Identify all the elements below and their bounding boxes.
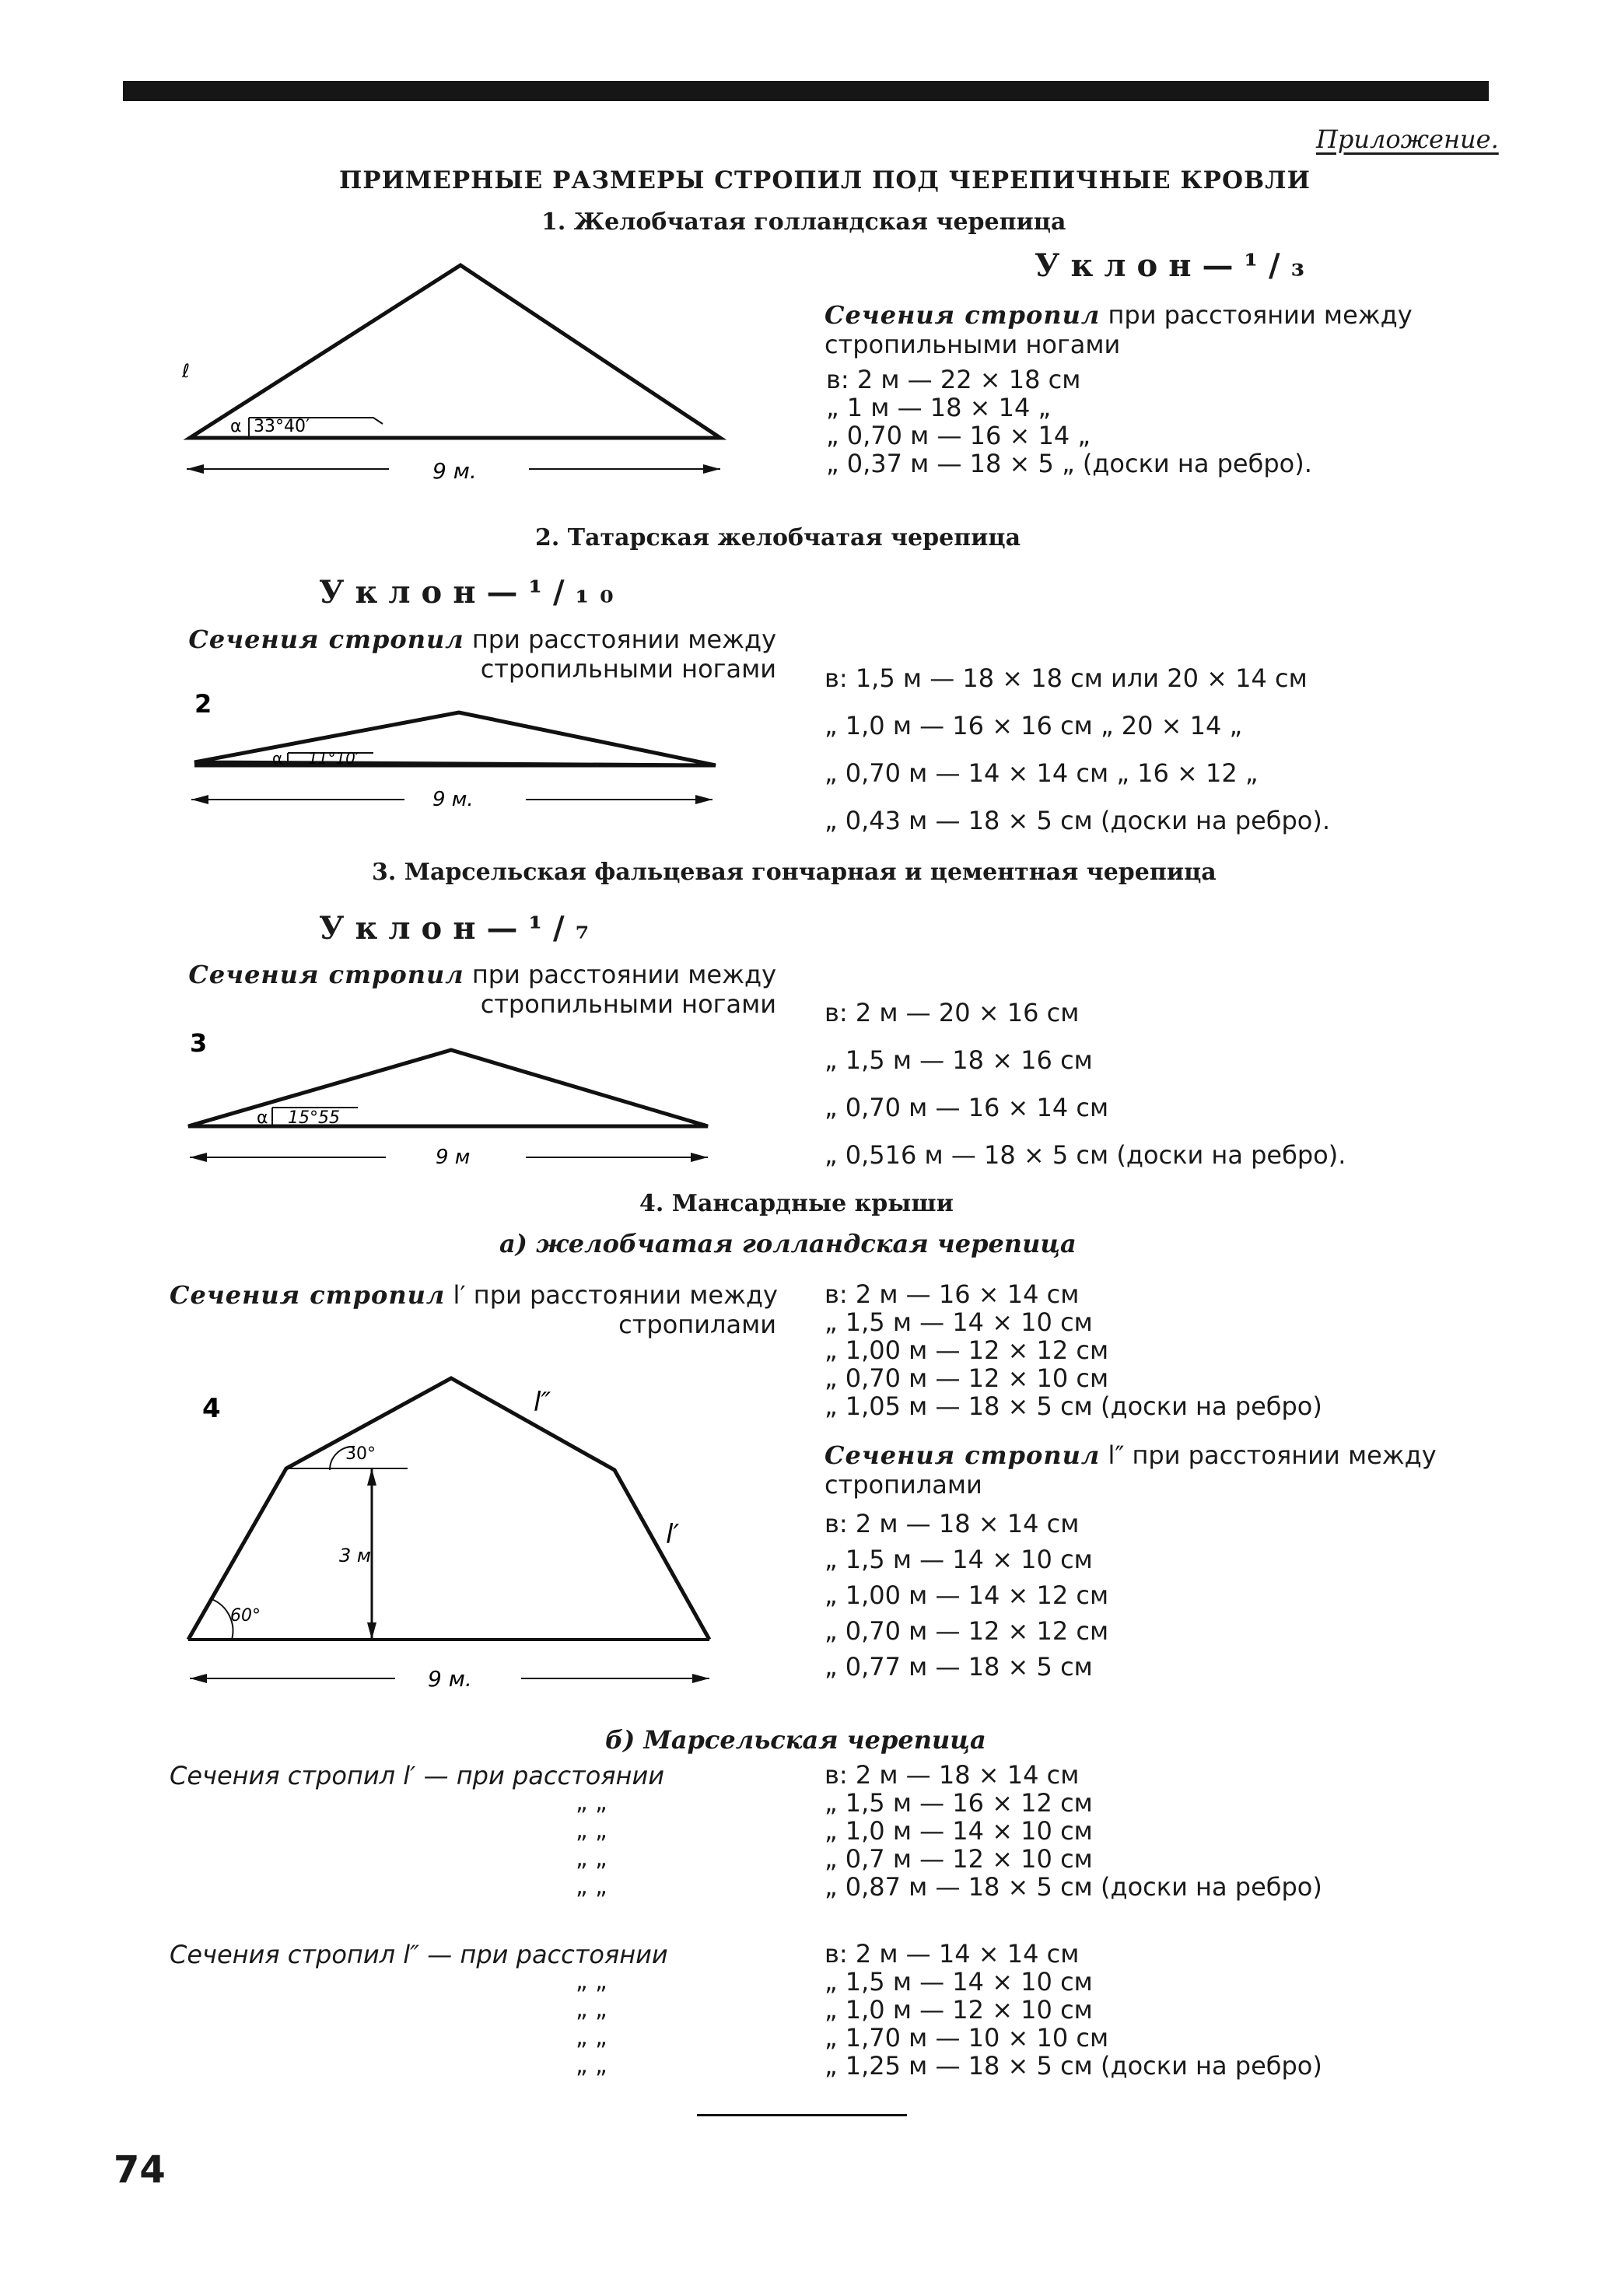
section-3-label-italic: Сечения стропил [188,960,464,989]
table-row: „ 1,25 м — 18 × 5 см (доски на ребро) [825,2051,1322,2081]
arrow-left-icon [187,464,204,474]
section-2-slope: Уклон—¹/₁₀ [319,574,625,611]
table-row: в: 2 м — 20 × 16 см [825,998,1080,1027]
figure-number: 2 [194,689,212,719]
figure-number: 4 [202,1393,221,1424]
span-label: 9 м. [428,1666,472,1692]
height-label: 3 м [339,1545,372,1566]
section-3-label-line2: стропильными ногами [480,989,776,1019]
ditto-row: „ „ [576,1996,607,2023]
roof-triangle [190,265,720,438]
table-row: „ 0,70 м — 16 × 14 „ [826,421,1091,450]
section-4a-label-1-rest: l′ при расстоянии между [445,1280,778,1310]
appendix-label: Приложение. [1316,124,1499,154]
section-4a-label-1-line2: стропилами [618,1310,776,1339]
section-4b-ditto-1 [576,1789,607,1901]
ditto-row: „ „ [576,2052,607,2079]
mark-symbol: ℓ [182,360,190,382]
span-label: 9 м. [432,788,474,811]
table-row: „ 0,516 м — 18 × 5 см (доски на ребро). [825,1140,1346,1170]
table-row: „ 1,5 м — 18 × 16 см [825,1045,1093,1075]
alpha-symbol: α [230,417,242,436]
angle-bottom: 60° [230,1606,261,1626]
section-2-label-italic: Сечения стропил [188,625,464,654]
table-row: в: 2 м — 14 × 14 см [825,1939,1080,1969]
table-row: „ 1 м — 18 × 14 „ [826,393,1052,422]
table-row: „ 0,70 м — 12 × 10 см [825,1363,1109,1393]
ditto-row: „ „ [576,1845,607,1872]
section-1-label [825,300,1413,359]
roof-angle: 33°40′ [254,417,310,436]
section-4a-rows-1 [825,1280,1322,1420]
table-row: „ 1,5 м — 14 × 10 см [825,1307,1093,1337]
arrow-right-icon [703,464,720,474]
top-rule [123,81,1489,101]
section-4a-heading: а) желобчатая голландская черепица [499,1229,1077,1258]
table-row: „ 1,05 м — 18 × 5 см (доски на ребро) [825,1391,1322,1421]
table-row: „ 1,0 м — 16 × 16 см „ 20 × 14 „ [825,711,1243,740]
section-4a-label-2 [825,1440,1437,1500]
section-3-slope: Уклон—¹/₇ [319,910,600,947]
roof-angle: 11°10′ [308,749,359,768]
alpha-symbol: α [272,749,283,768]
section-2-label-line2: стропильными ногами [480,654,776,684]
section-4a-label-1 [170,1280,776,1339]
section-3-heading: 3. Марсельская фальцевая гончарная и цементная черепица [372,859,1217,886]
section-4b-rows-2 [825,1940,1322,2080]
table-row: в: 2 м — 16 × 14 см [825,1279,1080,1309]
section-3-label-rest: при расстоянии между [464,960,776,989]
figure-4-mansard [171,1361,747,1703]
table-row: „ 1,0 м — 12 × 10 см [825,1995,1093,2025]
section-3-label [170,960,776,1019]
section-2-rows [825,655,1330,845]
arrow-right-icon [692,1674,709,1683]
table-row: в: 2 м — 18 × 14 см [825,1509,1080,1538]
ditto-row: „ „ [576,1968,607,1995]
rafter-lower-label: l′ [666,1519,680,1550]
table-row: „ 0,43 м — 18 × 5 см (доски на ребро). [825,806,1331,835]
figure-1-gable [171,253,747,486]
page-number: 74 [114,2148,166,2192]
table-row: „ 1,0 м — 14 × 10 см [825,1816,1093,1846]
section-2-label-rest: при расстоянии между [464,625,776,654]
table-row: „ 1,00 м — 14 × 12 см [825,1580,1109,1610]
section-4a-label-2-rest: l″ при расстоянии между [1100,1440,1437,1470]
roof-angle: 15°55 [288,1108,340,1128]
table-row: „ 1,70 м — 10 × 10 см [825,2023,1109,2053]
section-1-label-rest: при расстоянии между [1100,300,1413,330]
table-row: „ 0,70 м — 14 × 14 см „ 16 × 12 „ [825,758,1259,788]
table-row: в: 2 м — 18 × 14 см [825,1760,1080,1790]
table-row: в: 2 м — 22 × 18 см [826,365,1081,394]
section-1-heading: 1. Желобчатая голландская черепица [541,208,1066,236]
section-4-heading: 4. Мансардные крыши [639,1190,954,1217]
section-4b-heading: б) Марсельская черепица [605,1725,986,1755]
table-row: „ 0,77 м — 18 × 5 см [825,1652,1093,1682]
table-row: „ 1,5 м — 14 × 10 см [825,1967,1093,1997]
ditto-row: „ „ [576,2024,607,2051]
section-3-rows [825,989,1346,1179]
table-row: „ 1,00 м — 12 × 12 см [825,1335,1109,1365]
arrow-down-icon [367,1622,376,1640]
arrow-right-icon [691,1153,708,1162]
arrow-left-icon [190,1674,207,1683]
section-1-rows [826,366,1312,478]
span-label: 9 м [436,1146,471,1167]
table-row: „ 0,37 м — 18 × 5 „ (доски на ребро). [826,449,1312,478]
figure-3-gable [171,1027,747,1167]
section-4b-label-2: Сечения стропил l″ — при расстоянии [170,1940,668,1969]
section-4b-label-1: Сечения стропил l′ — при расстоянии [170,1761,665,1790]
angle-top: 30° [345,1444,376,1464]
arrow-right-icon [695,795,712,804]
section-4a-label-1-italic: Сечения стропил [170,1280,446,1310]
arrow-up-icon [367,1468,376,1486]
section-1-label-line2: стропильными ногами [825,330,1121,359]
arrow-left-icon [191,795,208,804]
page-title: ПРИМЕРНЫЕ РАЗМЕРЫ СТРОПИЛ ПОД ЧЕРЕПИЧНЫЕ КРОВЛИ [339,166,1311,194]
table-row: „ 0,70 м — 12 × 12 см [825,1616,1109,1646]
mansard-profile [188,1378,709,1640]
table-row: „ 0,87 м — 18 × 5 см (доски на ребро) [825,1872,1322,1902]
section-1-label-italic: Сечения стропил [825,300,1101,330]
section-4a-label-2-line2: стропилами [825,1470,982,1500]
table-row: „ 0,7 м — 12 × 10 см [825,1844,1093,1874]
table-row: „ 1,5 м — 16 × 12 см [825,1788,1093,1818]
closing-rule [697,2114,907,2116]
section-4a-label-2-italic: Сечения стропил [825,1440,1101,1470]
section-4b-ditto-2 [576,1968,607,2080]
table-row: „ 1,5 м — 14 × 10 см [825,1545,1093,1574]
section-4a-rows-2 [825,1506,1108,1685]
section-2-label [170,625,776,684]
span-label: 9 м. [432,458,477,484]
ditto-row: „ „ [576,1789,607,1816]
table-row: „ 0,70 м — 16 × 14 см [825,1093,1109,1122]
arrow-left-icon [190,1153,207,1162]
table-row: в: 1,5 м — 18 × 18 см или 20 × 14 см [825,663,1308,693]
rafter-upper-label: l″ [534,1387,551,1418]
figure-number: 3 [190,1028,208,1058]
ditto-row: „ „ [576,1817,607,1844]
figure-2-gable [171,684,747,824]
ditto-row: „ „ [576,1873,607,1900]
alpha-symbol: α [257,1108,268,1128]
section-1-slope: Уклон—¹/₃ [1035,247,1316,284]
section-4b-rows-1 [825,1761,1322,1901]
section-2-heading: 2. Татарская желобчатая черепица [535,524,1021,551]
